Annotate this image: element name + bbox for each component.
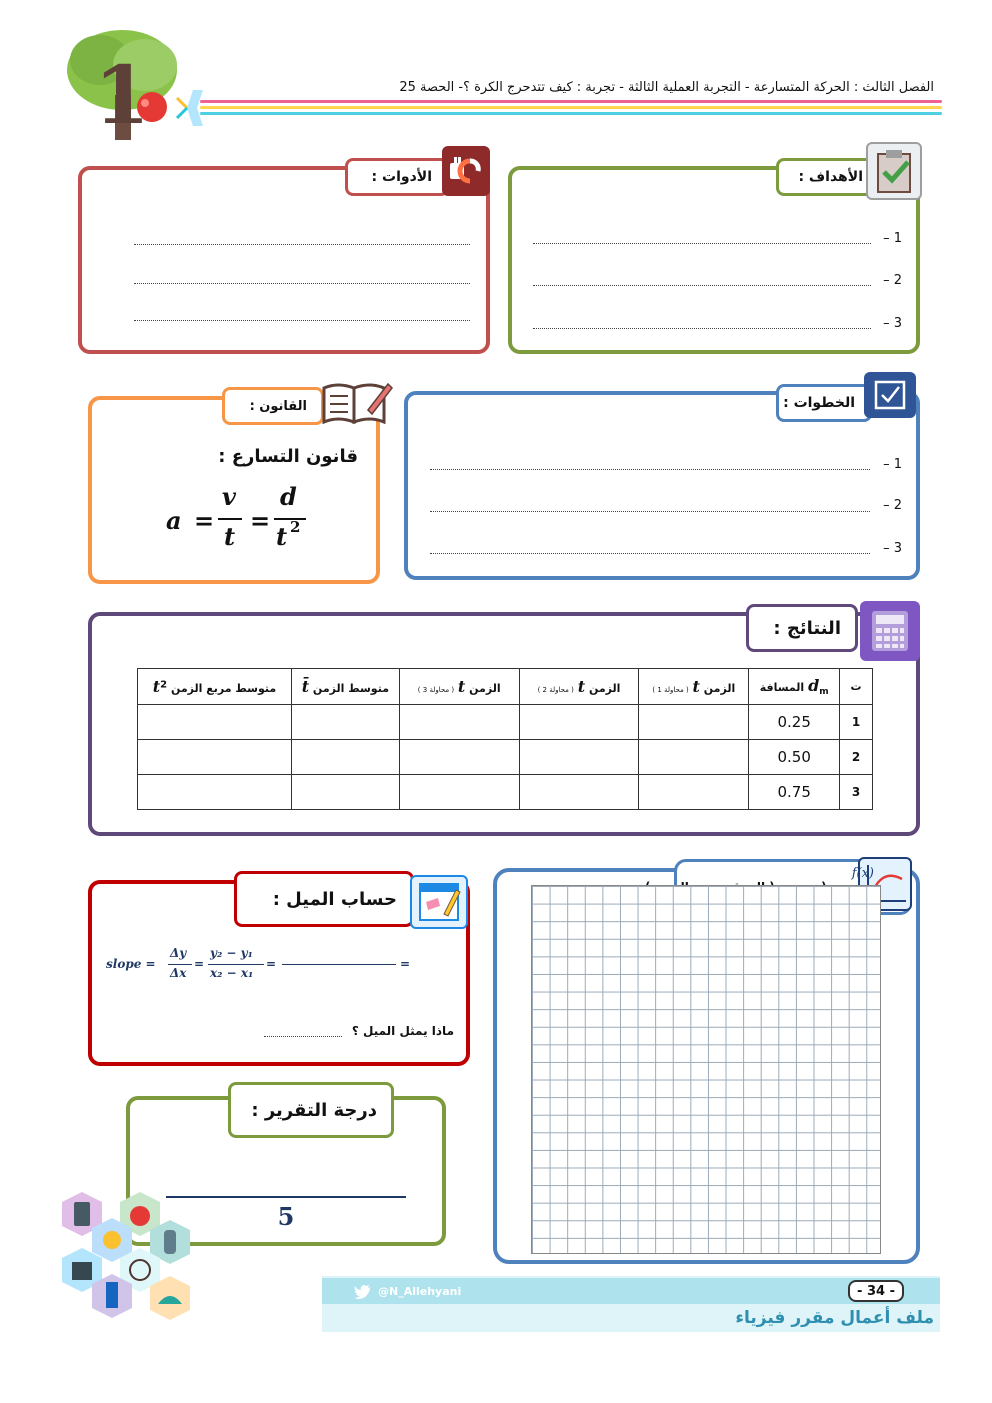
fx-label: f(x)	[851, 866, 874, 881]
results-title	[746, 604, 858, 652]
trial1-time-symbol: t	[692, 677, 700, 696]
slope-dx: Δx	[170, 966, 187, 980]
trial3-time-symbol: t	[457, 677, 466, 696]
avg-time-cell[interactable]	[291, 740, 399, 775]
page-number	[848, 1280, 904, 1302]
law-title-text: القانون :	[249, 398, 307, 414]
trial3-cell[interactable]	[399, 740, 519, 775]
avg-sq-cell[interactable]	[138, 705, 292, 740]
steps-title-text: الخطوات :	[783, 395, 855, 411]
notebook-pencil-icon	[410, 875, 468, 929]
avg-time-symbol: t̄	[301, 677, 310, 696]
physics-icons-cluster	[62, 1192, 202, 1322]
trial3-cell[interactable]	[399, 705, 519, 740]
trial1-time-label: الزمن	[703, 682, 736, 695]
formula-bar-1	[218, 518, 242, 520]
avg-sq-cell[interactable]	[138, 775, 292, 810]
objectives-title-text: الأهداف :	[798, 169, 863, 185]
slope-title-text: حساب الميل :	[272, 888, 397, 910]
table-row	[138, 740, 873, 775]
twitter-icon	[354, 1284, 372, 1298]
tools-line-3[interactable]	[134, 320, 470, 321]
step-2-line[interactable]	[430, 511, 870, 512]
distance-sub: m	[819, 687, 829, 698]
row-index: 3	[840, 775, 873, 810]
distance-cell: 0.75	[749, 775, 840, 810]
acceleration-formula	[160, 478, 320, 558]
trial2-cell[interactable]	[519, 740, 639, 775]
trial2-cell[interactable]	[519, 705, 639, 740]
objectives-title	[776, 158, 880, 196]
law-heading: قانون التسارع :	[218, 446, 358, 467]
avg-time-cell[interactable]	[291, 775, 399, 810]
avg-sq-cell[interactable]	[138, 740, 292, 775]
formula-v: v	[222, 482, 236, 511]
trial1-cell[interactable]	[639, 775, 749, 810]
avg-time-label: متوسط الزمن	[312, 682, 389, 695]
objective-3-label: 3 –	[883, 316, 902, 331]
distance-cell: 0.50	[749, 740, 840, 775]
trial1-label: ( محاولة 1 )	[652, 686, 689, 694]
step-2-label: 2 –	[883, 498, 902, 513]
objective-3-line[interactable]	[533, 328, 871, 329]
col-distance-header	[749, 669, 840, 705]
slope-prefix: slope =	[106, 957, 156, 971]
objective-2-line[interactable]	[533, 285, 871, 286]
grade-title	[228, 1082, 394, 1138]
logo	[60, 25, 185, 145]
slope-bar-1	[168, 964, 192, 965]
formula-eq-2: =	[250, 506, 271, 535]
formula-d: d	[280, 482, 297, 511]
slope-x-expr: x₂ − x₁	[210, 966, 254, 980]
distance-cell: 0.25	[749, 705, 840, 740]
plug-magnet-icon	[442, 146, 490, 196]
footer-caption: ملف أعمال مقرر فيزياء	[735, 1308, 934, 1328]
grade-title-text: درجة التقرير :	[251, 1099, 377, 1121]
col-trial1-header	[639, 669, 749, 705]
objective-1-line[interactable]	[533, 243, 871, 244]
objective-2-label: 2 –	[883, 273, 902, 288]
row-index: 2	[840, 740, 873, 775]
distance-label: المسافة	[759, 680, 805, 694]
trial1-cell[interactable]	[639, 705, 749, 740]
trial2-label: ( محاولة 2 )	[537, 686, 574, 694]
slope-formula	[106, 944, 426, 986]
checkbox-icon	[864, 372, 916, 418]
slope-eq-3: =	[400, 957, 411, 971]
trial2-cell[interactable]	[519, 775, 639, 810]
row-index: 1	[840, 705, 873, 740]
tools-title-text: الأدوات :	[371, 169, 432, 185]
table-row	[138, 705, 873, 740]
grade-denominator: 5	[277, 1202, 295, 1231]
slope-title	[234, 871, 414, 927]
header-stripes	[200, 100, 942, 122]
step-1-label: 1 –	[883, 457, 902, 472]
formula-t: t	[224, 522, 236, 551]
slope-dy: Δy	[170, 946, 187, 960]
steps-title	[776, 384, 872, 422]
avg-sq-exp: 2	[160, 679, 168, 691]
slope-answer-line[interactable]	[282, 964, 396, 965]
col-trial2-header	[519, 669, 639, 705]
results-table	[137, 668, 873, 810]
book-pencil-icon	[320, 380, 392, 426]
clipboard-check-icon	[866, 142, 922, 200]
distance-symbol: d	[808, 675, 820, 695]
step-3-label: 3 –	[883, 541, 902, 556]
step-1-line[interactable]	[430, 469, 870, 470]
trial2-time-label: الزمن	[588, 682, 621, 695]
law-title	[222, 387, 324, 425]
trial3-label: ( محاولة 3 )	[417, 686, 455, 694]
slope-question: ماذا يمثل الميل ؟	[351, 1024, 454, 1038]
formula-exp: 2	[290, 518, 301, 536]
step-3-line[interactable]	[430, 553, 870, 554]
formula-t2: t	[276, 522, 288, 551]
slope-y-expr: y₂ − y₁	[210, 946, 253, 960]
col-trial3-header	[399, 669, 519, 705]
table-row	[138, 775, 873, 810]
tools-line-2[interactable]	[134, 283, 470, 284]
avg-sq-symbol: t	[152, 677, 161, 696]
page-title: الفصل الثالث : الحركة المتسارعة - التجربة العملية الثالثة - تجربة : كيف تتدحرج الكرة ؟- الحصة 25	[399, 80, 934, 95]
col-idx-header: ت	[840, 669, 873, 705]
slope-bar-2	[208, 964, 264, 965]
logo-digit: 1	[94, 48, 150, 142]
results-header-row	[138, 669, 873, 705]
graph-paper[interactable]	[531, 885, 881, 1254]
formula-a: a	[166, 506, 182, 535]
grade-numerator-field[interactable]	[166, 1196, 406, 1198]
col-avg-time-header	[291, 669, 399, 705]
slope-eq-1: =	[194, 957, 205, 971]
page-number-text: - 34 -	[857, 1283, 895, 1299]
col-avg-sq-header	[138, 669, 292, 705]
avg-time-cell[interactable]	[291, 705, 399, 740]
results-title-text: النتائج :	[773, 617, 841, 639]
trial1-cell[interactable]	[639, 740, 749, 775]
slope-answer-field[interactable]	[264, 1036, 342, 1037]
formula-eq-1: =	[194, 506, 215, 535]
objective-1-label: 1 –	[883, 231, 902, 246]
slope-eq-2: =	[266, 957, 277, 971]
trial3-cell[interactable]	[399, 775, 519, 810]
twitter-handle: @N_Allehyani	[378, 1285, 462, 1298]
trial2-time-symbol: t	[577, 677, 586, 696]
tools-line-1[interactable]	[134, 244, 470, 245]
calculator-icon	[860, 601, 920, 661]
trial3-time-label: الزمن	[469, 682, 501, 695]
tools-title	[345, 158, 449, 196]
avg-sq-label: متوسط مربع الزمن	[170, 682, 277, 695]
